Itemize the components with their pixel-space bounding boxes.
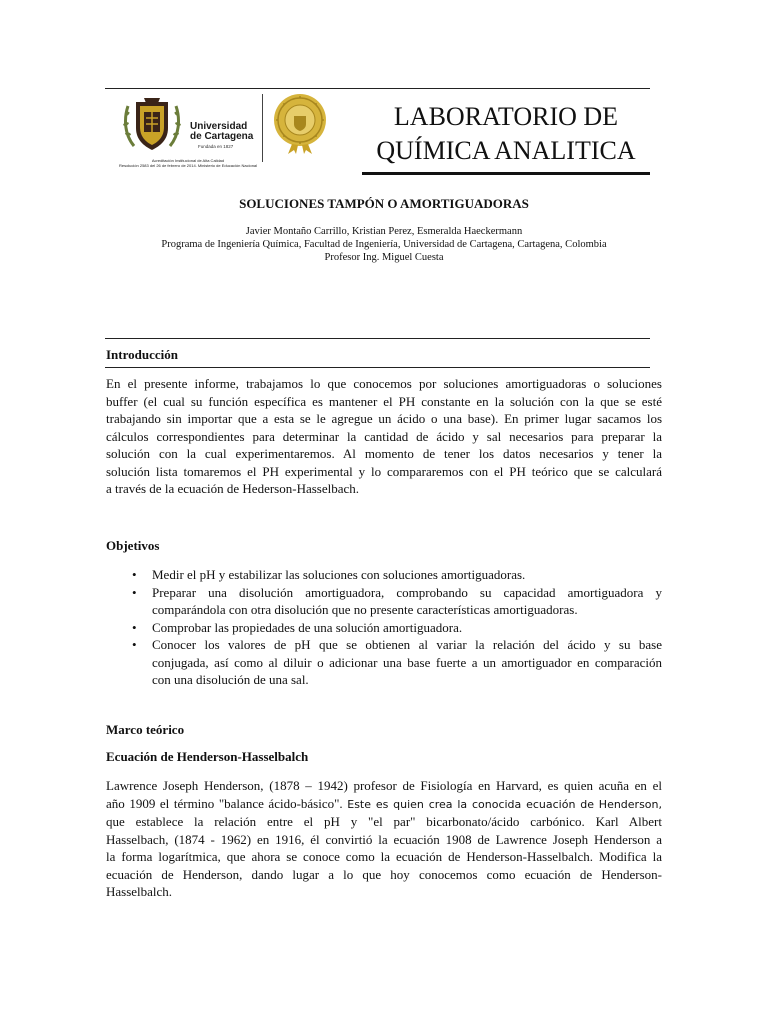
- intro-paragraph: [106, 375, 662, 498]
- objective-item: [106, 636, 662, 689]
- theory-paragraph: [106, 777, 662, 901]
- affiliation: Programa de Ingeniería Química, Facultad de Ingeniería, Universidad de Cartagena, Cartagena, Colombia: [161, 239, 607, 250]
- objective-item: [106, 566, 662, 584]
- intro-heading: Introducción: [106, 347, 178, 362]
- header-top-rule: [105, 88, 650, 89]
- intro-line: solución con la cual experimentaremos. Al momento de tener los datos necesarios y tener la: [106, 446, 662, 461]
- authors: Javier Montaño Carrillo, Kristian Perez, Esmeralda Haeckermann: [245, 226, 523, 237]
- bullet-icon: •: [132, 567, 137, 582]
- intro-line: a través de la ecuación de Hederson-Hasselbach.: [106, 481, 360, 496]
- section-rule: [105, 338, 650, 339]
- objective-line: Medir el pH y estabilizar las soluciones con soluciones amortiguadoras.: [152, 567, 526, 582]
- founded-text: Fundada en 1827: [198, 144, 234, 149]
- theory-line: que establece la relación entre el pH y "el par" bicarbonato/ácido carbónico. Karl Albert: [106, 814, 662, 829]
- university-logo: [118, 92, 258, 172]
- intro-line: cálculos correspondientes para determinar la cantidad de ácido y sal necesarios para preparar la: [106, 428, 662, 444]
- header-divider: [262, 94, 263, 162]
- objective-line: Preparar una disolución amortiguadora, comprobando su capacidad amortiguadora y: [152, 584, 662, 600]
- professor: Profesor Ing. Miguel Cuesta: [324, 252, 444, 263]
- objectives-heading: Objetivos: [106, 538, 160, 553]
- accreditation-line1: Acreditación Institucional de Alta Calidad: [151, 158, 225, 163]
- bullet-icon: •: [132, 584, 137, 600]
- objective-line: Conocer los valores de pH que se obtienen al variar la relación del ácido y su base: [152, 637, 662, 652]
- theory-line: Hasselbalch.: [106, 884, 173, 899]
- objectives-list: [106, 566, 662, 689]
- objective-line: Comprobar las propiedades de una solución amortiguadora.: [152, 619, 463, 635]
- theory-line: Lawrence Joseph Henderson, (1878 – 1942) profesor de Fisiología en Harvard, es quien acuña en el: [106, 778, 662, 793]
- lab-title-line2: QUÍMICA ANALITICA: [376, 136, 636, 165]
- intro-heading-rule: [105, 367, 650, 368]
- objective-line: conjugada, así como al diluir o adicionar una base fuerte a un amortiguador en comparación: [152, 654, 662, 670]
- intro-line: trabajando sin importar que a esta se le agregue un ácido o una base). En primer lugar sacamos los: [106, 411, 662, 426]
- document-title: SOLUCIONES TAMPÓN O AMORTIGUADORAS: [239, 196, 529, 211]
- intro-line: En el presente informe, trabajamos lo que conocemos por soluciones amortiguadoras o soluciones: [106, 376, 662, 391]
- university-name-line1: Universidad: [190, 121, 248, 132]
- theory-line: la forma logarítmica, que ahora se conoce como la ecuación de Henderson-Hasselbalch. Modifica la: [106, 849, 662, 864]
- intro-line: solución lista tomaremos el PH experimental y lo compararemos con el PH teórico que se calculará: [106, 463, 662, 479]
- theory-subheading: Ecuación de Henderson-Hasselbalch: [106, 749, 309, 764]
- university-name: [190, 122, 253, 142]
- theory-line: ecuación de Henderson, dando lugar a lo que hoy conocemos como ecuación de Henderson-: [106, 866, 662, 882]
- lab-title: [362, 100, 650, 168]
- accreditation-seal-icon: [272, 92, 328, 154]
- theory-heading: Marco teórico: [106, 722, 185, 737]
- bullet-icon: •: [132, 637, 137, 652]
- intro-line: buffer (el cual su función específica es mantener el PH constante en la solución con la que se esté: [106, 393, 662, 409]
- theory-line: Hasselbach, (1874 - 1962) en 1916, él convirtió la ecuación 1908 de Lawrence Joseph Henderson a: [106, 831, 662, 847]
- objective-item: [106, 619, 662, 637]
- objective-item: [106, 584, 662, 619]
- objective-line: comparándola con otra disolución que no presente características amortiguadoras.: [152, 602, 578, 617]
- accreditation-line2: Resolución 2583 del 26 de febrero de 2014. Ministerio de Educación Nacional: [118, 163, 258, 168]
- theory-line-part: año 1909 el término "balance ácido-básico".: [106, 795, 348, 811]
- accreditation-text: [118, 158, 258, 168]
- university-name-line2: de Cartagena: [190, 131, 254, 142]
- bullet-icon: •: [132, 619, 137, 635]
- header-bottom-rule: [362, 172, 650, 175]
- authors-block: [0, 225, 768, 264]
- lab-title-line1: LABORATORIO DE: [393, 102, 619, 131]
- theory-line: [106, 795, 662, 814]
- theory-line-part-sans: Este es quien crea la conocida ecuación de Henderson,: [347, 797, 663, 811]
- university-crest-icon: [122, 94, 182, 156]
- objective-line: con una disolución de una sal.: [152, 672, 309, 687]
